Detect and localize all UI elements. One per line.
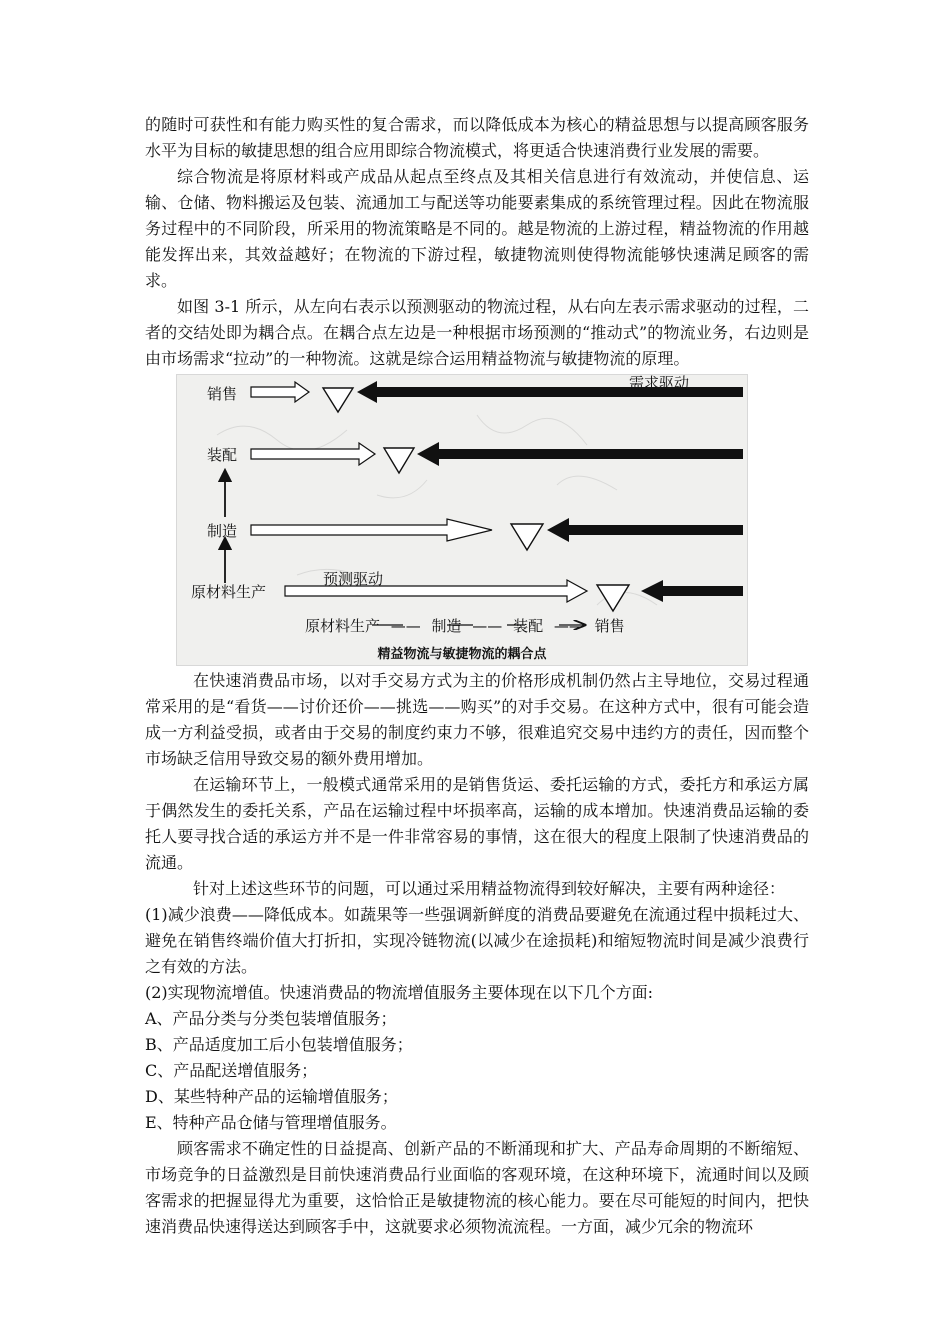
paragraph-6: 针对上述这些环节的问题，可以通过采用精益物流得到较好解决，主要有两种途径： [193,879,786,898]
pull-arrow-raw-material [641,580,743,602]
pull-arrow-assembly [417,442,743,466]
list-item-e: E、特种产品仓储与管理增值服务。 [145,1113,397,1132]
row-label-raw-material: 原材料生产 [191,583,267,601]
forecast-driven-label: 预测驱动 [323,570,384,588]
figure-caption: 精益物流与敏捷物流的耦合点 [377,647,547,662]
row-label-sales: 销售 [207,385,238,403]
paragraph-7: (1)减少浪费——降低成本。如蔬果等一些强调新鲜度的消费品要避免在流通过程中损耗过大、避免在销售终端价值大打折扣，实现冷链物流(以减少在途损耗)和缩短物流时间是减少浪费行之有效的方法。 [145,905,809,976]
push-arrow-manufacturing [251,519,492,541]
paragraph-3: 如图 3-1 所示，从左向右表示以预测驱动的物流过程，从右向左表示需求驱动的过程，二者的交结处即为耦合点。在耦合点左边是一种根据市场预测的“推动式”的物流业务，右边则是由市场需求“拉动”的一种物流。这就是综合运用精益物流与敏捷物流的原理。 [145,297,809,368]
coupling-triangle-raw-material [597,585,629,611]
paragraph-4: 在快速消费品市场，以对手交易方式为主的价格形成机制仍然占主导地位，交易过程通常采用的是“看货——讨价还价——挑选——购买”的对手交易。在这种方式中，很有可能会造成一方利益受损，或者由于交易的制度约束力不够，很难追究交易中违约方的责任，因而整个市场缺乏信用导致交易的额外费用增加。 [145,671,809,768]
list-item-d: D、某些特种产品的运输增值服务； [145,1087,398,1106]
row-label-manufacturing: 制造 [207,522,238,540]
paragraph-8: (2)实现物流增值。快速消费品的物流增值服务主要体现在以下几个方面: [145,983,654,1002]
demand-driven-label: 需求驱动 [629,374,690,392]
coupling-triangle-manufacturing [511,524,543,550]
axis-label: 原材料生产 —— 制造 —— 装配 —— 销售 [305,617,625,635]
pull-arrow-manufacturing [547,518,743,542]
paragraphs-bottom [145,668,809,1240]
paragraph-5: 在运输环节上，一般模式通常采用的是销售货运、委托运输的方式，委托方和承运方属于偶然发生的委托关系，产品在运输过程中坏损率高，运输的成本增加。快速消费品运输的委托人要寻找合适的承运方并不是一件非常容易的事情，这在很大的程度上限制了快速消费品的流通。 [145,775,809,872]
paragraph-2: 综合物流是将原材料或产成品从起点至终点及其相关信息进行有效流动，并使信息、运输、仓储、物料搬运及包装、流通加工与配送等功能要素集成的系统管理过程。因此在物流服务过程中的不同阶段，所采用的物流策略是不同的。越是物流的上游过程，精益物流的作用越能发挥出来，其效益越好；在物流的下游过程，敏捷物流则使得物流能够快速满足顾客的需求。 [145,167,809,290]
coupling-triangle-assembly [384,448,414,473]
list-item-c: C、产品配送增值服务； [145,1061,318,1080]
coupling-point-figure [176,374,748,666]
push-arrow-assembly [251,443,375,465]
coupling-triangle-sales [323,388,353,412]
push-arrow-sales [251,382,309,402]
row-label-assembly: 装配 [207,446,238,464]
list-item-a: A、产品分类与分类包装增值服务； [145,1009,397,1028]
document-body [145,112,809,1240]
paragraph-1: 的随时可获性和有能力购买性的复合需求，而以降低成本为核心的精益思想与以提高顾客服务水平为目标的敏捷思想的组合应用即综合物流模式，将更适合快速消费行业发展的需要。 [145,115,809,160]
list-item-b: B、产品适度加工后小包装增值服务； [145,1035,413,1054]
paragraph-9: 顾客需求不确定性的日益提高、创新产品的不断涌现和扩大、产品寿命周期的不断缩短、市场竞争的日益激烈是目前快速消费品行业面临的客观环境，在这种环境下，流通时间以及顾客需求的把握显得尤为重要，这恰恰正是敏捷物流的核心能力。要在尽可能短的时间内，把快速消费品快速得送达到顾客手中，这就要求必须物流流程。一方面，减少冗余的物流环 [145,1139,809,1236]
